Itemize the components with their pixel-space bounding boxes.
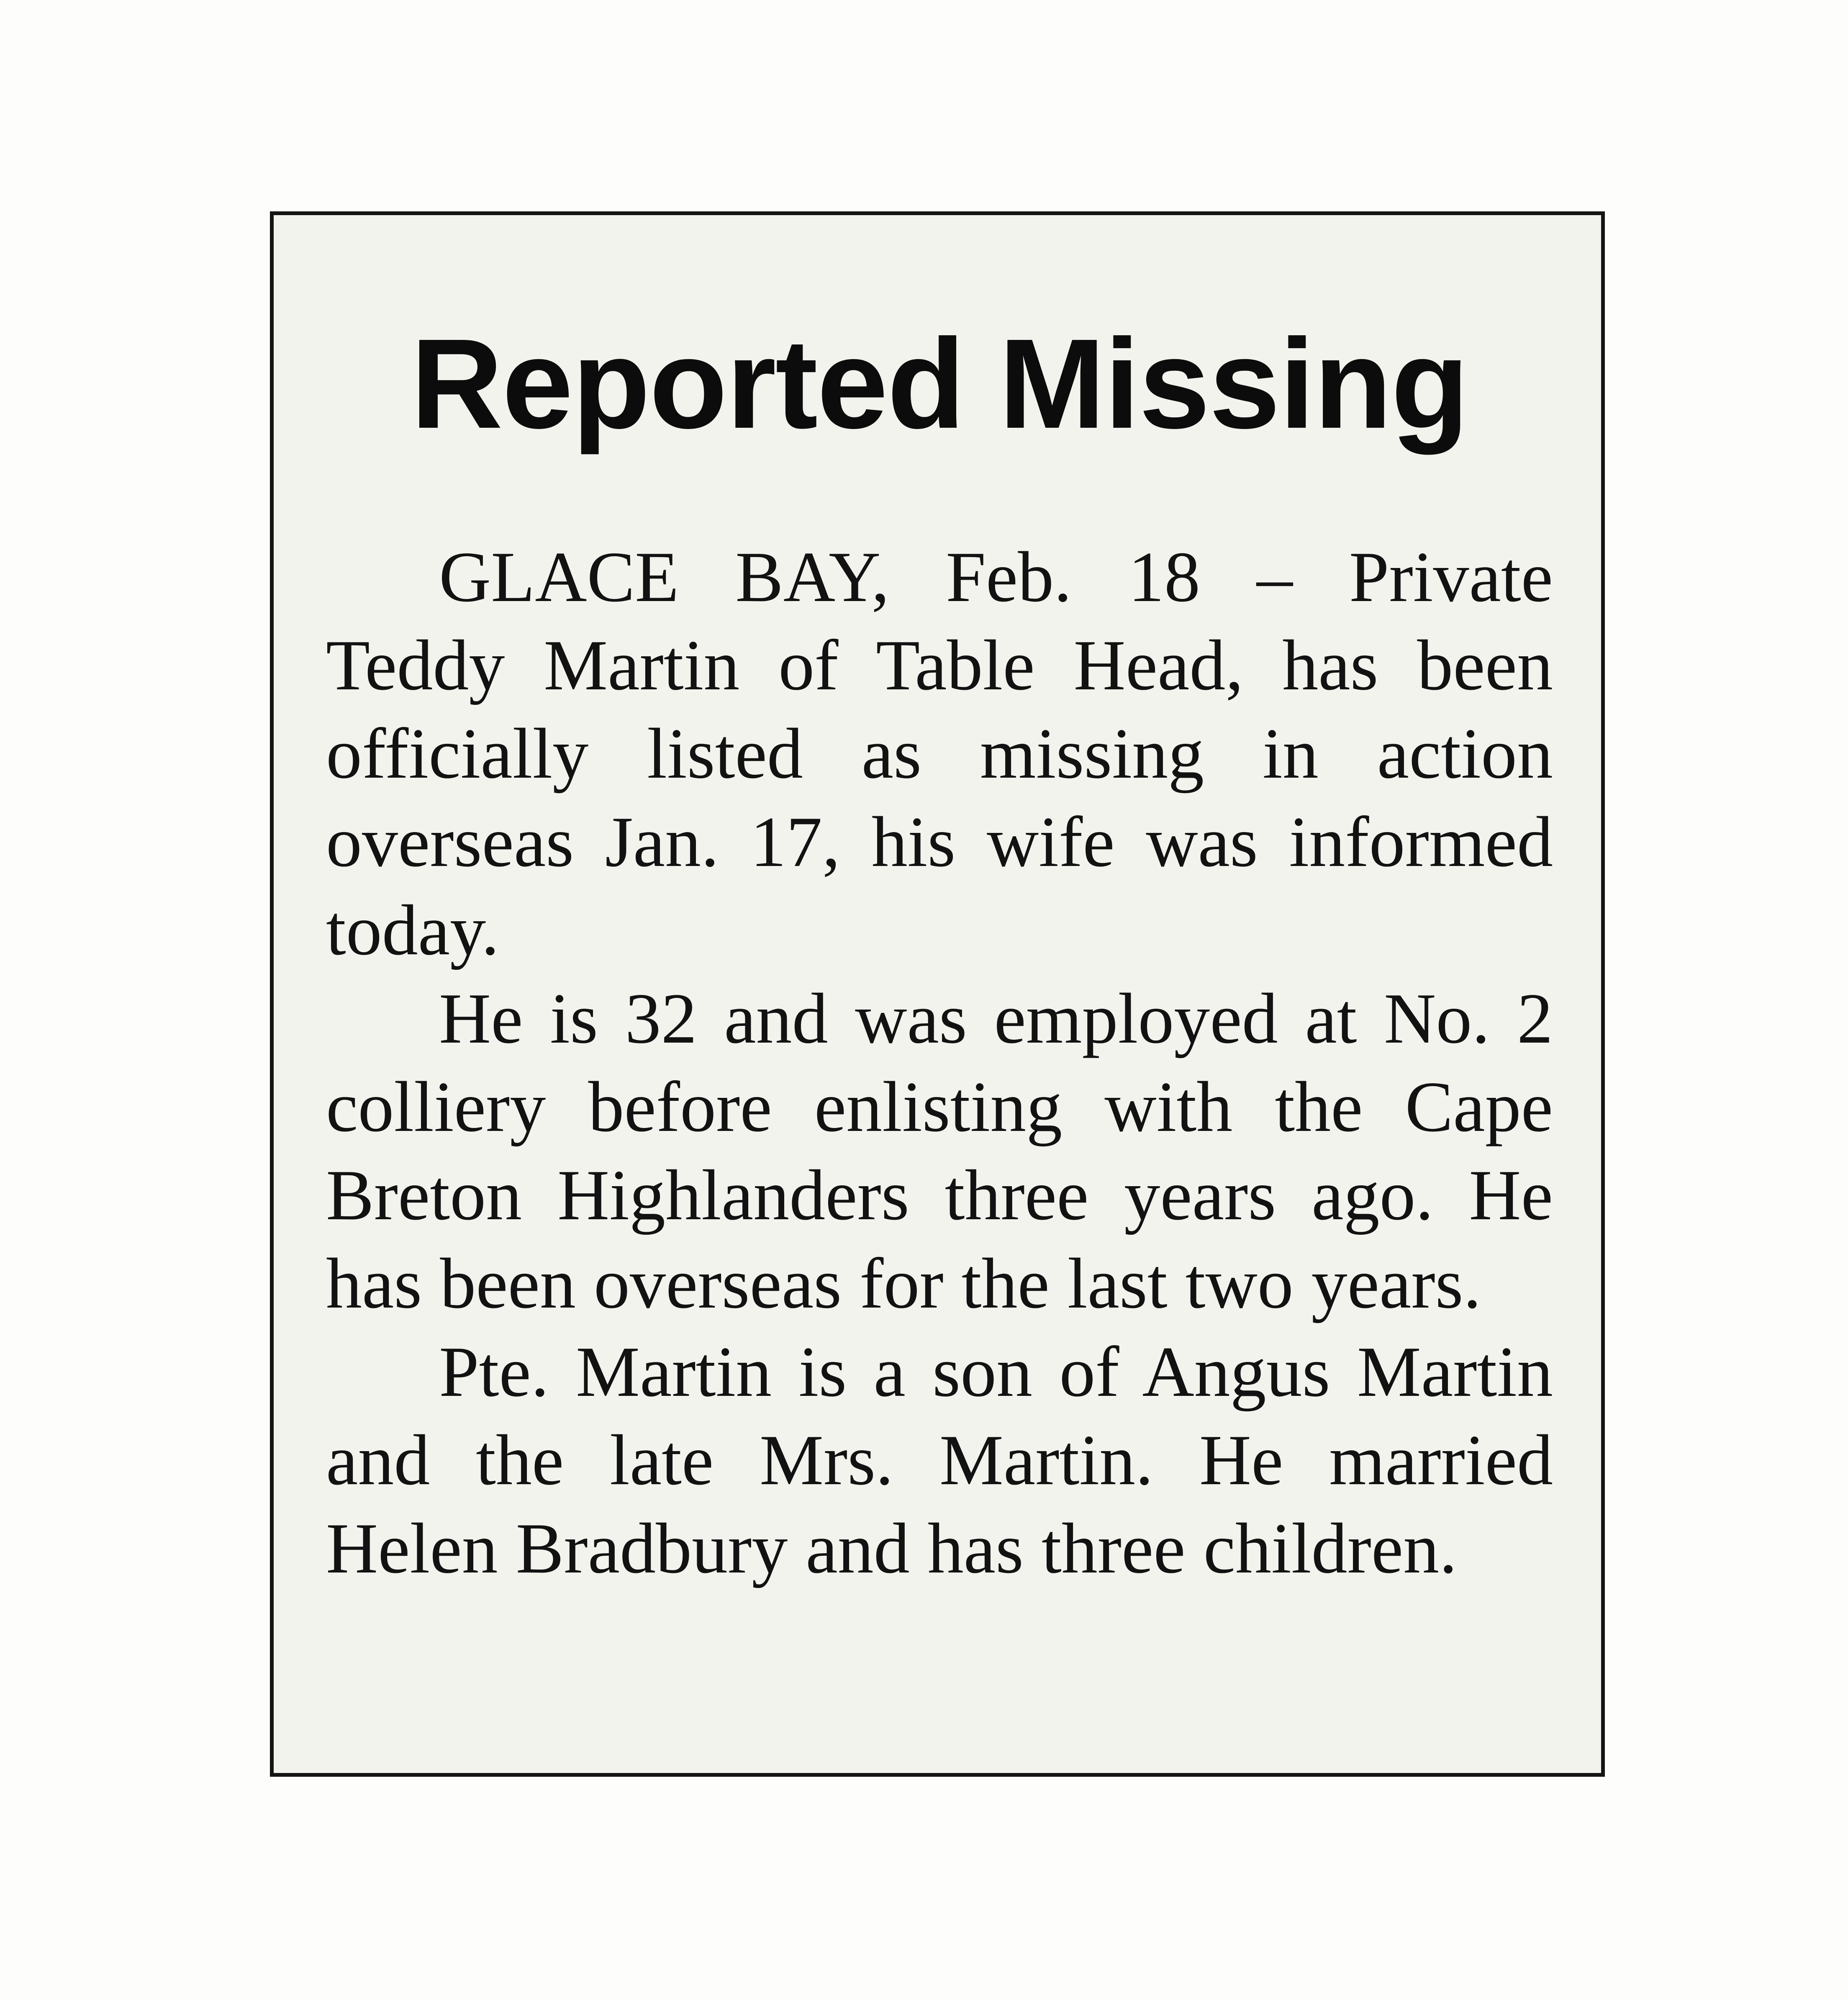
news-clipping [270,211,1605,1777]
headline: Reported Missing [411,312,1468,455]
paragraph-3: Pte. Martin is a son of Angus Martin and the late Mrs. Martin. He married Helen Bradbury and has three children. [326,1332,1553,1588]
paragraph-2: He is 32 and was employed at No. 2 colliery before enlisting with the Cape Breton Highlanders three years ago. He has been overseas for the last two years. [326,979,1553,1323]
paragraph-1: GLACE BAY, Feb. 18 – Private Teddy Martin of Table Head, has been officially listed as missing in action overseas Jan. 17, his wife was informed today. [326,537,1553,970]
article-body [326,533,1553,1593]
